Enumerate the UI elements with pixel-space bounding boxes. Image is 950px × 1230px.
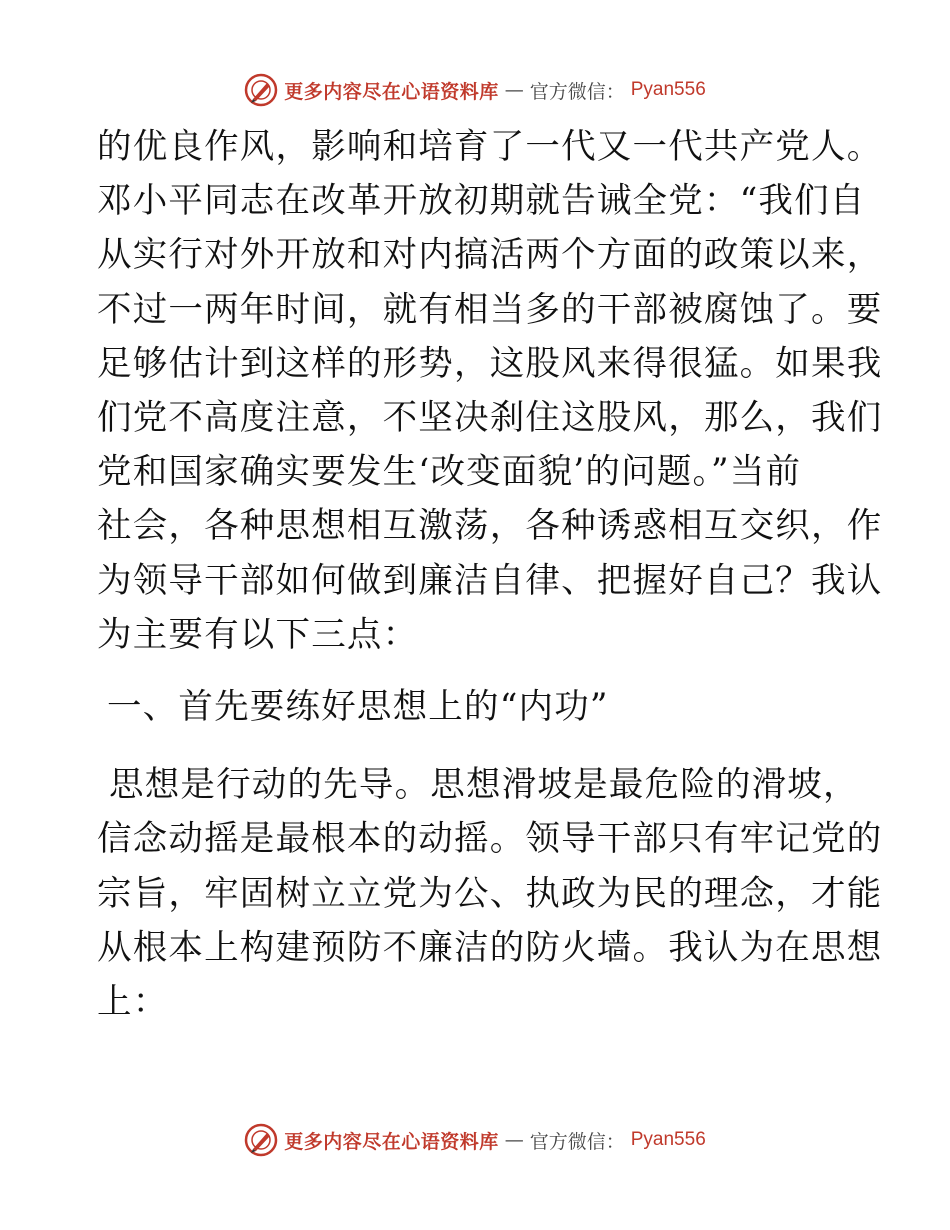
watermark-dash: — [504, 1129, 524, 1151]
watermark-lead-text: 更多内容尽在心语资料库 [284, 80, 499, 103]
text-line: 信念动摇是最根本的动摇。领导干部只有牢记党的 [97, 819, 883, 860]
watermark-lead-text: 更多内容尽在心语资料库 [284, 1130, 499, 1153]
footer-watermark [0, 1120, 950, 1160]
text-line: 从实行对外开放和对内搞活两个方面的政策以来， [97, 235, 883, 276]
text-line: 为主要有以下三点： [97, 614, 419, 655]
document-body [97, 120, 883, 1029]
text-line: 思想是行动的先导。思想滑坡是最危险的滑坡， [109, 765, 859, 806]
text-line: 的优良作风，影响和培育了一代又一代共产党人。 [97, 127, 883, 167]
watermark-wechat-id: Pyan556 [630, 1129, 706, 1150]
text-line: 不过一两年时间，就有相当多的干部被腐蚀了。要 [97, 289, 883, 330]
heading-text: 一、首先要练好思想上的“内功” [107, 687, 609, 728]
pen-logo-icon [244, 1123, 278, 1157]
text-line: 社会，各种思想相互激荡，各种诱惑相互交织，作 [97, 506, 883, 547]
watermark-dash: — [504, 79, 524, 101]
text-line: 为领导干部如何做到廉洁自律、把握好自己？我认 [97, 560, 883, 601]
text-line: 足够估计到这样的形势，这股风来得很猛。如果我 [97, 343, 883, 384]
text-line: 从根本上构建预防不廉洁的防火墙。我认为在思想 [97, 927, 883, 968]
watermark-label: 官方微信： [529, 80, 625, 103]
paragraph-2 [97, 758, 883, 1029]
text-line: 宗旨，牢固树立立党为公、执政为民的理念，才能 [97, 873, 883, 914]
pen-logo-icon [244, 73, 278, 107]
section-heading [97, 680, 857, 734]
paragraph-1 [97, 120, 883, 662]
text-line: 邓小平同志在改革开放初期就告诫全党：“我们自 [97, 181, 866, 222]
text-line: 党和国家确实要发生‘改变面貌’的问题。”当前 [97, 452, 802, 493]
text-line: 们党不高度注意，不坚决刹住这股风，那么，我们 [97, 398, 883, 439]
watermark-wechat-id: Pyan556 [630, 79, 706, 100]
header-watermark [0, 70, 950, 110]
text-line: 上： [97, 982, 169, 1023]
watermark-label: 官方微信： [529, 1130, 625, 1153]
